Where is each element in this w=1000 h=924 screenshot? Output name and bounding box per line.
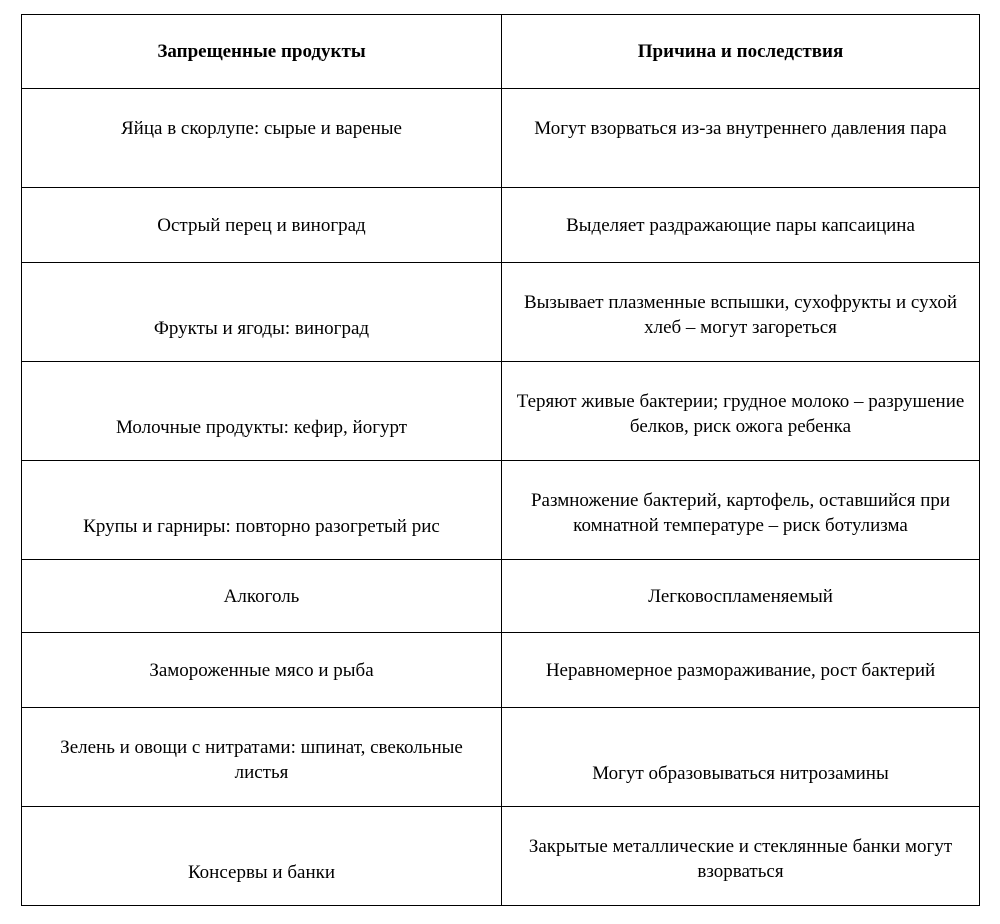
reason-cell: Могут образовываться нитрозамины bbox=[502, 708, 980, 807]
table-row bbox=[22, 89, 980, 188]
reason-cell: Выделяет раздражающие пары капсаицина bbox=[502, 188, 980, 263]
header-reason: Причина и последствия bbox=[502, 15, 980, 89]
product-cell: Фрукты и ягоды: виноград bbox=[22, 263, 502, 362]
product-cell: Острый перец и виноград bbox=[22, 188, 502, 263]
reason-cell: Теряют живые бактерии; грудное молоко – разрушение белков, риск ожога ребенка bbox=[502, 362, 980, 461]
table-row bbox=[22, 461, 980, 560]
forbidden-products-table bbox=[21, 14, 980, 906]
header-products: Запрещенные продукты bbox=[22, 15, 502, 89]
table-header-row bbox=[22, 15, 980, 89]
product-cell: Зелень и овощи с нитратами: шпинат, свекольные листья bbox=[22, 708, 502, 807]
table-row bbox=[22, 263, 980, 362]
reason-cell: Закрытые металлические и стеклянные банки могут взорваться bbox=[502, 807, 980, 906]
product-cell: Молочные продукты: кефир, йогурт bbox=[22, 362, 502, 461]
product-cell: Крупы и гарниры: повторно разогретый рис bbox=[22, 461, 502, 560]
reason-cell: Вызывает плазменные вспышки, сухофрукты и сухой хлеб – могут загореться bbox=[502, 263, 980, 362]
table-row bbox=[22, 708, 980, 807]
table-row bbox=[22, 362, 980, 461]
table-row bbox=[22, 633, 980, 708]
reason-cell: Легковоспламеняемый bbox=[502, 560, 980, 633]
product-cell: Замороженные мясо и рыба bbox=[22, 633, 502, 708]
table-row bbox=[22, 560, 980, 633]
table-row bbox=[22, 188, 980, 263]
reason-cell: Неравномерное размораживание, рост бактерий bbox=[502, 633, 980, 708]
product-cell: Алкоголь bbox=[22, 560, 502, 633]
product-cell: Консервы и банки bbox=[22, 807, 502, 906]
product-cell: Яйца в скорлупе: сырые и вареные bbox=[22, 89, 502, 188]
table-row bbox=[22, 807, 980, 906]
reason-cell: Могут взорваться из-за внутреннего давления пара bbox=[502, 89, 980, 188]
reason-cell: Размножение бактерий, картофель, оставшийся при комнатной температуре – риск ботулизма bbox=[502, 461, 980, 560]
